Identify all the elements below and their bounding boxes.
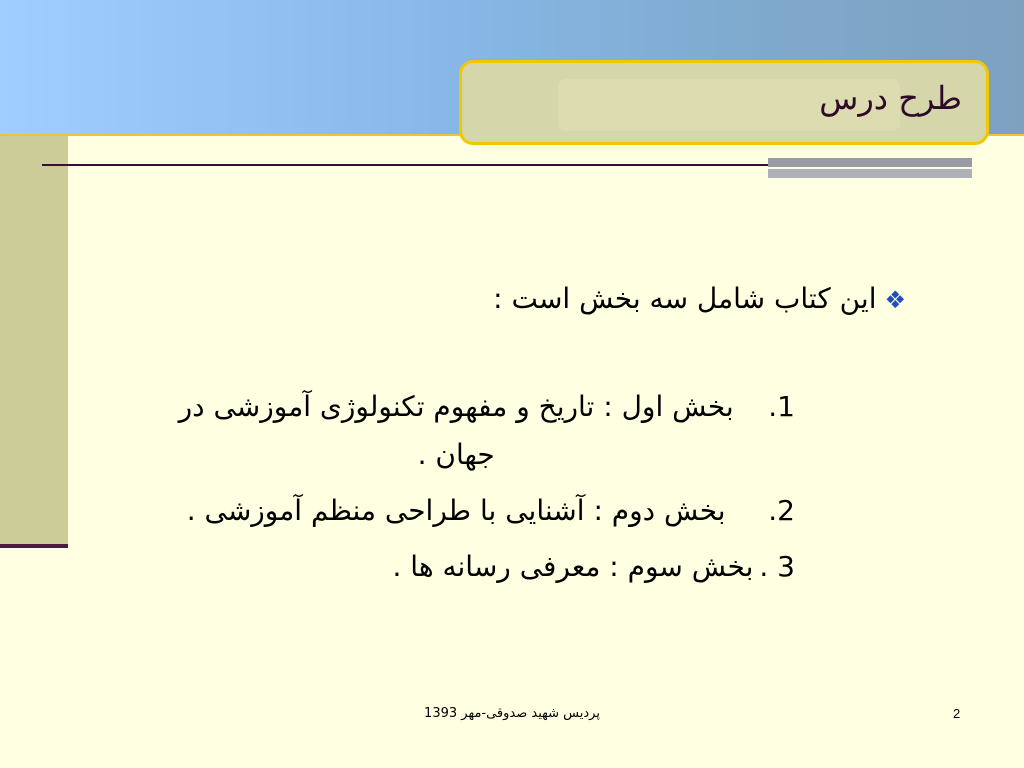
- slide-number: 2: [953, 706, 961, 721]
- list-item: [150, 543, 795, 591]
- list-item-number: 3 .: [759, 550, 795, 583]
- list-item-text: بخش اول : تاریخ و مفهوم تکنولوژی آموزشی در جهان .: [178, 390, 734, 471]
- list-item: [150, 487, 795, 535]
- footer-text: پردیس شهید صدوقی-مهر 1393: [424, 706, 600, 721]
- list-item-text: بخش دوم : آشنایی با طراحی منظم آموزشی .: [186, 494, 726, 527]
- diamond-bullet-icon: ❖: [884, 286, 906, 314]
- list-item-number: 1.: [768, 390, 795, 423]
- list-item-text: بخش سوم : معرفی رسانه ها .: [392, 550, 754, 583]
- bullet-line: [493, 282, 906, 315]
- bullet-text: این کتاب شامل سه بخش است :: [493, 282, 877, 315]
- list-item-number: 2.: [768, 494, 795, 527]
- list-item: [150, 383, 795, 479]
- section-list: [150, 383, 795, 599]
- slide-title: طرح درس: [819, 79, 962, 117]
